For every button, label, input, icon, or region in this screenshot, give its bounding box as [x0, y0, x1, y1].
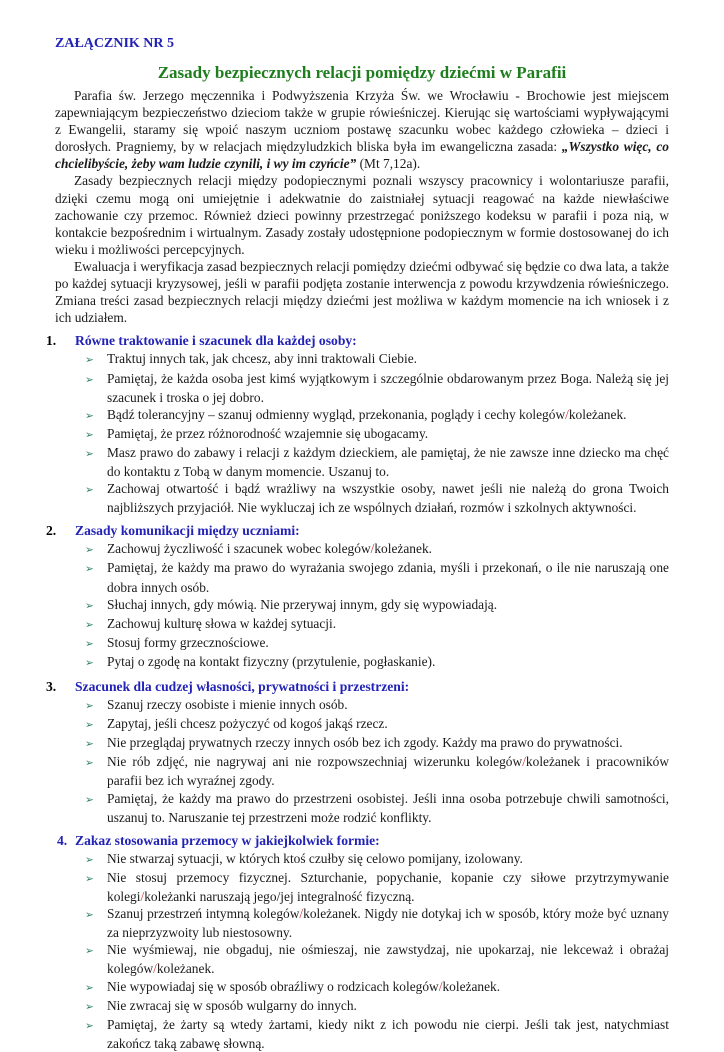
arrow-bullet-icon: ➢ — [85, 700, 94, 713]
bullet-text: Szanuj przestrzeń intymną kolegów/koleżanek. Nigdy nie dotykaj ich w sposób, który może być uznany za nieprzyzwoity lub niestosowny. — [107, 906, 669, 941]
section-heading: Zakaz stosowania przemocy w jakiejkolwiek formie: — [75, 832, 380, 848]
arrow-bullet-icon: ➢ — [85, 447, 94, 460]
bullet-text: Nie wypowiadaj się w sposób obraźliwy o rodzicach kolegów/koleżanek. — [107, 978, 501, 994]
bullet-text: Słuchaj innych, gdy mówią. Nie przerywaj innym, gdy się wypowiadają. — [107, 596, 498, 612]
list-item — [46, 653, 669, 672]
section-number: 4. — [57, 832, 68, 848]
arrow-bullet-icon: ➢ — [85, 409, 94, 422]
bullet-text: Nie wyśmiewaj, nie obgaduj, nie ośmieszaj, nie zawstydzaj, nie upokarzaj, nie lekceważ i obrażaj kolegów/koleżanek. — [107, 942, 669, 977]
bullet-text: Nie zwracaj się w sposób wulgarny do innych. — [107, 997, 357, 1013]
list-item — [46, 350, 669, 369]
section-equal-treatment — [46, 332, 669, 516]
list-item — [46, 615, 669, 634]
bullet-text: Zachowuj życzliwość i szacunek wobec kolegów/koleżanek. — [107, 541, 432, 557]
list-item — [46, 444, 669, 480]
bullet-text: Pamiętaj, że każda osoba jest kimś wyjątkowym i szczególnie obdarowanym przez Boga. Należą się jej szacunek i troska o jej dobro. — [107, 370, 669, 405]
list-item — [46, 715, 669, 734]
arrow-bullet-icon: ➢ — [85, 544, 94, 557]
arrow-bullet-icon: ➢ — [85, 981, 94, 994]
list-item — [46, 850, 669, 869]
section-number: 2. — [46, 523, 57, 539]
arrow-bullet-icon: ➢ — [85, 738, 94, 751]
arrow-bullet-icon: ➢ — [85, 1000, 94, 1013]
list-item — [46, 734, 669, 753]
list-item — [46, 941, 669, 977]
rules-list — [46, 332, 669, 1052]
arrow-bullet-icon: ➢ — [85, 757, 94, 770]
list-item — [46, 997, 669, 1016]
bullet-text: Nie stosuj przemocy fizycznej. Szturchanie, popychanie, kopanie czy siłowe przytrzymywanie kolegi/koleżanki naruszają jego/jej integralność fizyczną. — [107, 869, 669, 905]
list-item — [46, 905, 669, 941]
bullet-text: Traktuj innych tak, jak chcesz, aby inni traktowali Ciebie. — [107, 351, 418, 367]
list-item — [46, 370, 669, 406]
bullet-text: Pamiętaj, że każdy ma prawo do przestrzeni osobistej. Jeśli inna osoba potrzebuje chwili samotności, uszanuj to. Naruszanie tej przestrzeni może rodzić konflikty. — [107, 790, 669, 825]
arrow-bullet-icon: ➢ — [85, 484, 94, 497]
arrow-bullet-icon: ➢ — [85, 563, 94, 576]
arrow-bullet-icon: ➢ — [85, 853, 94, 866]
arrow-bullet-icon: ➢ — [85, 793, 94, 806]
list-item — [46, 696, 669, 715]
intro-paragraph-2: Zasady bezpiecznych relacji między podopiecznymi poznali wszyscy pracownicy i wolontariusze parafii, dzięki czemu mogą oni umiejętnie i adekwatnie do zaistniałej sytuacji reagować na każde niewłaściwe zachowanie czy przemoc. Również dzieci powinny przestrzegać poniższego kodeksu w parafii i poza nią, w kontakcie bezpośrednim i wirtualnym. Zasady zostały udostępnione podopiecznym w formie dostosowanej do ich wieku i możliwości percepcyjnych. — [55, 173, 669, 257]
intro-paragraph-3: Ewaluacja i weryfikacja zasad bezpiecznych relacji pomiędzy dziećmi odbywać się będzie co dwa lata, a także po każdej sytuacji kryzysowej, jeśli w parafii podjęta zostanie interwencja z powodu krzywdzenia rówieśniczego. Zmiana treści zasad bezpiecznych relacji między dziećmi jest możliwa w każdym momencie na ich wniosek i z ich udziałem. — [55, 258, 669, 326]
arrow-bullet-icon: ➢ — [85, 599, 94, 612]
list-item — [46, 869, 669, 905]
section-property-privacy — [46, 678, 669, 826]
arrow-bullet-icon: ➢ — [85, 637, 94, 650]
list-item — [46, 406, 669, 425]
section-communication-rules — [46, 522, 669, 672]
list-item — [46, 480, 669, 516]
list-item — [46, 559, 669, 595]
bullet-text: Nie stwarzaj sytuacji, w których ktoś czułby się celowo pomijany, izolowany. — [107, 850, 523, 866]
list-item — [46, 790, 669, 826]
arrow-bullet-icon: ➢ — [85, 945, 94, 958]
bullet-text: Szanuj rzeczy osobiste i mienie innych osób. — [107, 697, 348, 713]
section-heading: Równe traktowanie i szacunek dla każdej osoby: — [75, 333, 357, 349]
arrow-bullet-icon: ➢ — [85, 656, 94, 669]
section-heading-row — [46, 832, 669, 849]
section-heading: Szacunek dla cudzej własności, prywatności i przestrzeni: — [75, 679, 410, 694]
section-heading: Zasady komunikacji między uczniami: — [75, 523, 300, 539]
page-title: Zasady bezpiecznych relacji pomiędzy dziećmi w Parafii — [157, 63, 567, 82]
list-item — [46, 978, 669, 997]
arrow-bullet-icon: ➢ — [85, 428, 94, 441]
bullet-text: Pamiętaj, że każdy ma prawo do wyrażania swojego zdania, myśli i przekonań, o ile nie naruszają one dobra innych osób. — [107, 560, 669, 595]
bullet-text: Pamiętaj, że żarty są wtedy żartami, kiedy nikt z ich powodu nie cierpi. Jeśli tak jest, natychmiast zakończ taką zabawę słowną. — [107, 1016, 669, 1051]
list-item — [46, 634, 669, 653]
bullet-text: Bądź tolerancyjny – szanuj odmienny wygląd, przekonania, poglądy i cechy kolegów/koleżanek. — [107, 406, 627, 422]
list-item — [46, 596, 669, 615]
bullet-text: Zapytaj, jeśli chcesz pożyczyć od kogoś jakąś rzecz. — [107, 716, 388, 732]
section-number: 1. — [46, 333, 57, 349]
bullet-text: Masz prawo do zabawy i relacji z każdym dzieckiem, ale pamiętaj, że nie zawsze inne dziecko ma chęć do kontaktu z Tobą w danym momencie. Uszanuj to. — [107, 444, 669, 479]
section-heading-row — [46, 522, 669, 539]
attachment-label: ZAŁĄCZNIK NR 5 — [55, 36, 175, 51]
list-item — [46, 1016, 669, 1052]
bullet-text: Zachowuj kulturę słowa w każdej sytuacji. — [107, 615, 337, 631]
arrow-bullet-icon: ➢ — [85, 373, 94, 386]
bullet-text: Pytaj o zgodę na kontakt fizyczny (przytulenie, pogłaskanie). — [107, 653, 436, 669]
bullet-text: Pamiętaj, że przez różnorodność wzajemnie się ubogacamy. — [107, 425, 429, 441]
list-item — [46, 540, 669, 559]
section-heading-row — [46, 332, 669, 349]
section-number: 3. — [46, 679, 57, 694]
arrow-bullet-icon: ➢ — [85, 354, 94, 367]
intro-paragraph-1: Parafia św. Jerzego męczennika i Podwyższenia Krzyża Św. we Wrocławiu - Brochowie jest miejscem zapewniającym bezpieczeństwo dzieciom także w grupie rówieśniczej. Kierując się wartościami wypływającymi z Ewangelii, staramy się wpoić naszym uczniom postawę szacunku wobec każdego człowieka – dzieci i dorosłych. Pragniemy, by w relacjach międzyludzkich bliska była im ewangeliczna zasada: „Wszystko więc, co chcielibyście, żeby wam ludzie czynili, i wy im czyńcie” (Mt 7,12a). — [55, 88, 669, 172]
arrow-bullet-icon: ➢ — [85, 872, 94, 885]
bullet-text: Nie rób zdjęć, nie nagrywaj ani nie rozpowszechniaj wizerunku kolegów/koleżanek i pracowników parafii bez ich wyraźnej zgody. — [107, 754, 669, 789]
arrow-bullet-icon: ➢ — [85, 719, 94, 732]
arrow-bullet-icon: ➢ — [85, 618, 94, 631]
bullet-text: Zachowaj otwartość i bądź wrażliwy na wszystkie osoby, nawet jeśli nie należą do grona Twoich najbliższych przyjaciół. Nie wykluczaj ich ze wspólnych działań, rozmów i szkolnych aktywności. — [107, 481, 669, 516]
section-no-violence — [46, 832, 669, 1052]
list-item — [46, 753, 669, 789]
bullet-text: Nie przeglądaj prywatnych rzeczy innych osób bez ich zgody. Każdy ma prawo do prywatności. — [107, 735, 623, 751]
list-item — [46, 425, 669, 444]
arrow-bullet-icon: ➢ — [85, 909, 94, 922]
section-heading-row — [46, 678, 669, 695]
bullet-text: Stosuj formy grzecznościowe. — [107, 634, 269, 650]
arrow-bullet-icon: ➢ — [85, 1019, 94, 1032]
